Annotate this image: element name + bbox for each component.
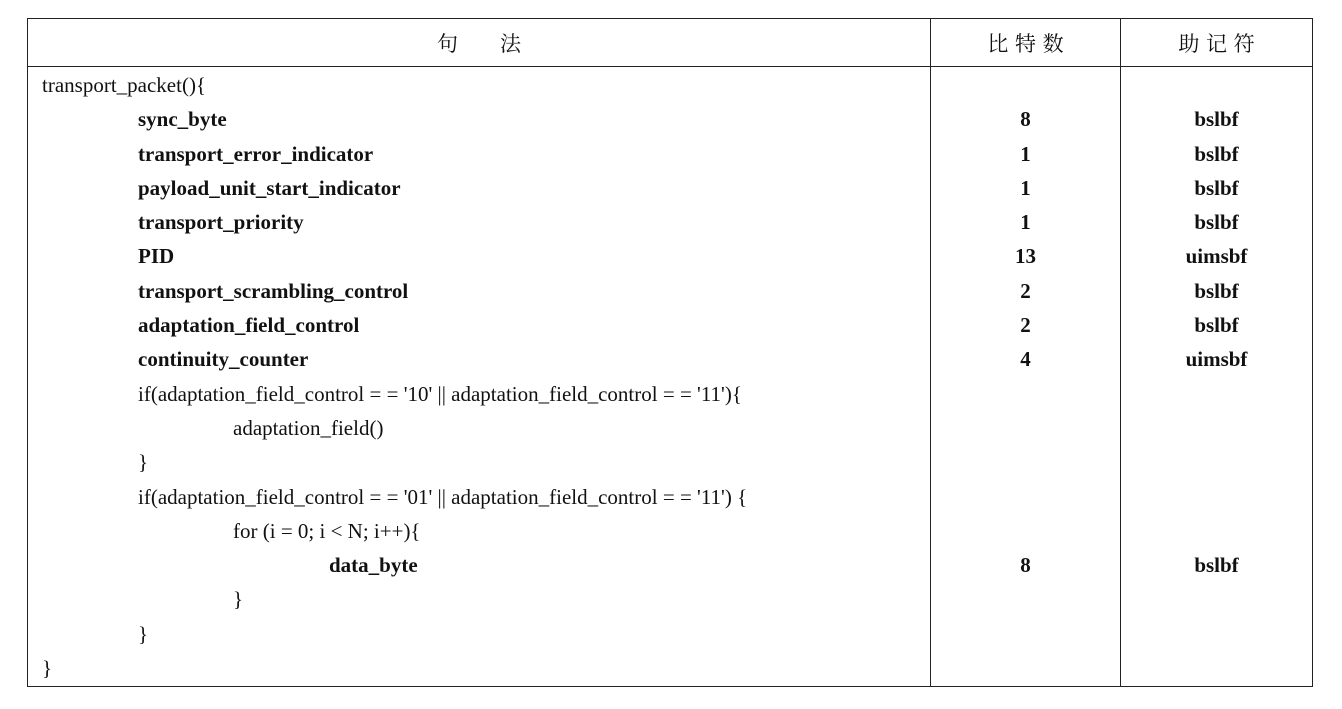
mnemonic-column — [1121, 67, 1313, 687]
bits-value — [931, 480, 1120, 514]
syntax-line: adaptation_field_control — [138, 313, 360, 338]
bits-value: 1 — [1020, 141, 1031, 166]
header-mnemonic-label: 助 记 符 — [1178, 31, 1255, 56]
mnemonic-value — [1121, 514, 1312, 548]
syntax-line: } — [138, 621, 149, 646]
bits-value: 4 — [1020, 347, 1031, 372]
header-syntax-label: 句 法 — [437, 31, 521, 56]
syntax-line: continuity_counter — [138, 347, 309, 372]
mnemonic-value — [1121, 68, 1312, 102]
mnemonic-value: bslbf — [1194, 313, 1239, 338]
mnemonic-value — [1121, 651, 1312, 685]
bits-value — [931, 377, 1120, 411]
mnemonic-value: bslbf — [1194, 175, 1239, 200]
header-syntax — [28, 19, 931, 67]
syntax-line: PID — [138, 244, 175, 269]
bits-value — [931, 68, 1120, 102]
mnemonic-value: bslbf — [1194, 210, 1239, 235]
bits-value — [931, 411, 1120, 445]
bits-column — [931, 67, 1121, 687]
mnemonic-value: uimsbf — [1185, 244, 1248, 269]
mnemonic-value — [1121, 617, 1312, 651]
syntax-line: if(adaptation_field_control = = '10' || adaptation_field_control = = '11'){ — [138, 381, 742, 406]
mnemonic-value: uimsbf — [1185, 347, 1248, 372]
header-bits — [931, 19, 1121, 67]
syntax-line: } — [42, 656, 53, 681]
syntax-line: transport_error_indicator — [138, 141, 374, 166]
bits-value: 2 — [1020, 278, 1031, 303]
syntax-column — [28, 67, 931, 687]
table-body-row — [28, 67, 1313, 687]
syntax-line: if(adaptation_field_control = = '01' || adaptation_field_control = = '11') { — [138, 484, 748, 509]
mnemonic-value: bslbf — [1194, 141, 1239, 166]
mnemonic-value — [1121, 582, 1312, 616]
syntax-line: sync_byte — [138, 107, 227, 132]
bits-value — [931, 445, 1120, 479]
table-header-row — [28, 19, 1313, 67]
syntax-line: } — [233, 587, 244, 612]
syntax-line: data_byte — [329, 553, 418, 578]
bits-value — [931, 617, 1120, 651]
bits-value: 2 — [1020, 313, 1031, 338]
mnemonic-value — [1121, 445, 1312, 479]
syntax-line: transport_scrambling_control — [138, 278, 409, 303]
mnemonic-value: bslbf — [1194, 278, 1239, 303]
bits-value: 1 — [1020, 175, 1031, 200]
syntax-line: payload_unit_start_indicator — [138, 175, 401, 200]
mnemonic-value — [1121, 480, 1312, 514]
header-bits-label: 比 特 数 — [987, 31, 1064, 56]
mnemonic-value: bslbf — [1194, 107, 1239, 132]
mnemonic-value — [1121, 377, 1312, 411]
bits-value — [931, 651, 1120, 685]
syntax-line: transport_priority — [138, 210, 304, 235]
transport-packet-syntax-table — [27, 18, 1313, 687]
bits-value: 8 — [1020, 107, 1031, 132]
bits-value — [931, 514, 1120, 548]
bits-value: 8 — [1020, 553, 1031, 578]
syntax-line: transport_packet(){ — [42, 73, 207, 97]
mnemonic-value — [1121, 411, 1312, 445]
syntax-line: adaptation_field() — [233, 415, 384, 440]
mnemonic-value: bslbf — [1194, 553, 1239, 578]
syntax-line: for (i = 0; i < N; i++){ — [233, 518, 421, 543]
bits-value: 1 — [1020, 210, 1031, 235]
bits-value: 13 — [1015, 244, 1036, 269]
syntax-line: } — [138, 450, 149, 475]
bits-value — [931, 582, 1120, 616]
header-mnemonic — [1121, 19, 1313, 67]
